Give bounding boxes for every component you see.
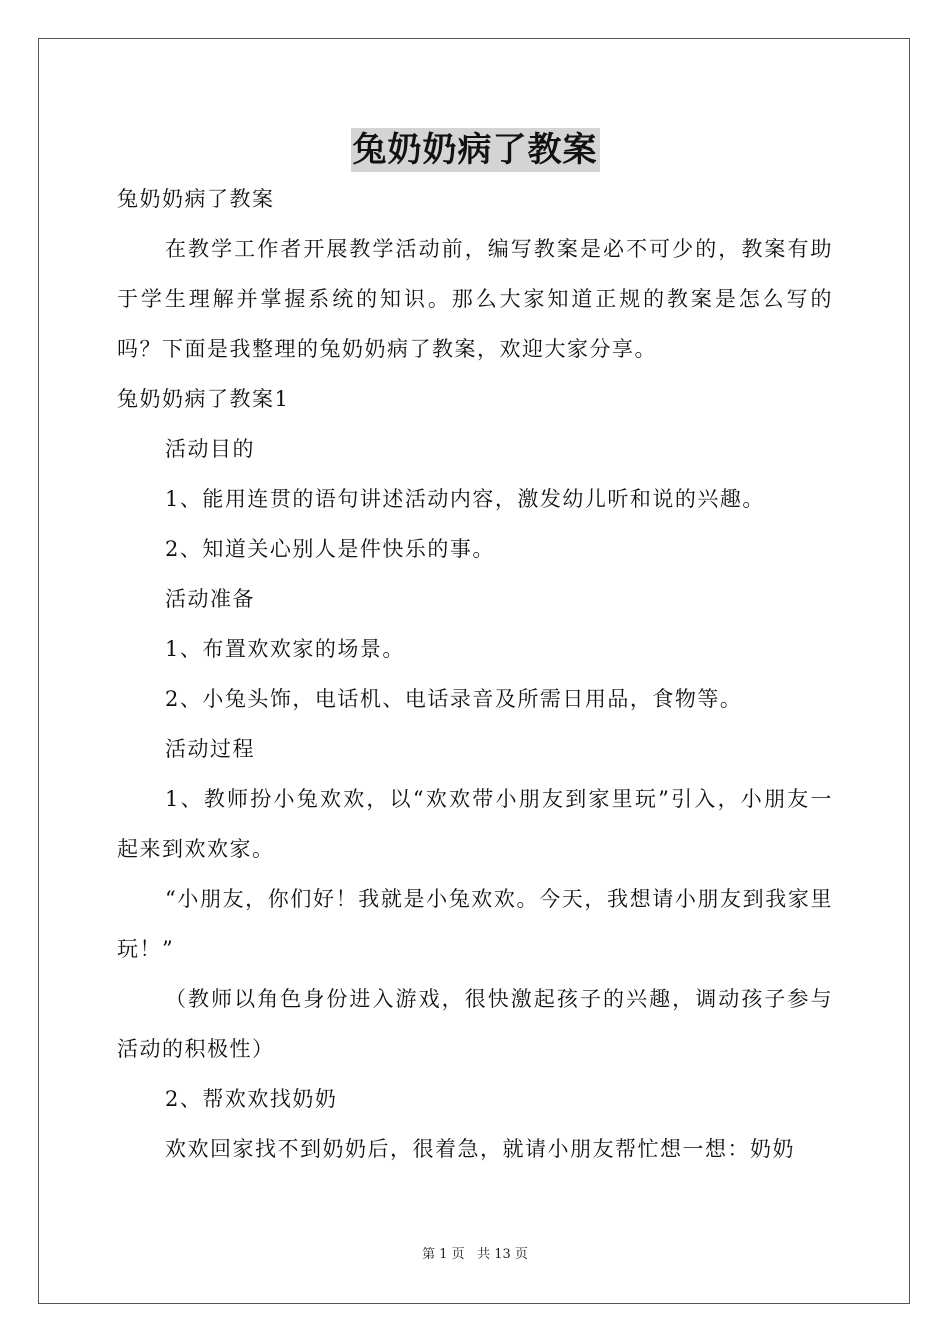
process-step-2-text: 欢欢回家找不到奶奶后，很着急，就请小朋友帮忙想一想：奶奶 xyxy=(165,1137,795,1161)
process-step-2: 2、帮欢欢找奶奶 xyxy=(165,1087,338,1111)
heading-activity-goal: 活动目的 xyxy=(165,437,255,461)
process-step-1: 1、教师扮小兔欢欢，以“欢欢带小朋友到家里玩”引入，小朋友一起来到欢欢家。 xyxy=(117,787,833,861)
document-body xyxy=(117,174,833,1174)
page-footer xyxy=(0,1246,950,1264)
page-number: 第 1 页 xyxy=(422,1247,465,1262)
page-total: 共 13 页 xyxy=(477,1247,528,1262)
prep-item-2: 2、小兔头饰，电话机、电话录音及所需日用品，食物等。 xyxy=(165,687,743,711)
section-heading: 兔奶奶病了教案1 xyxy=(117,387,290,411)
goal-item-1: 1、能用连贯的语句讲述活动内容，激发幼儿听和说的兴趣。 xyxy=(165,487,765,511)
intro-paragraph: 在教学工作者开展教学活动前，编写教案是必不可少的，教案有助于学生理解并掌握系统的知识。那么大家知道正规的教案是怎么写的吗？下面是我整理的兔奶奶病了教案，欢迎大家分享。 xyxy=(117,237,833,361)
heading-activity-prep: 活动准备 xyxy=(165,587,255,611)
document-title: 兔奶奶病了教案 xyxy=(352,130,598,170)
process-dialogue: “小朋友，你们好！我就是小兔欢欢。今天，我想请小朋友到我家里玩！” xyxy=(117,887,833,961)
process-note: （教师以角色身份进入游戏，很快激起孩子的兴趣，调动孩子参与活动的积极性） xyxy=(117,987,833,1061)
goal-item-2: 2、知道关心别人是件快乐的事。 xyxy=(165,537,495,561)
heading-activity-process: 活动过程 xyxy=(165,737,255,761)
prep-item-1: 1、布置欢欢家的场景。 xyxy=(165,637,405,661)
doc-subtitle: 兔奶奶病了教案 xyxy=(117,187,275,211)
title-container xyxy=(0,128,950,172)
